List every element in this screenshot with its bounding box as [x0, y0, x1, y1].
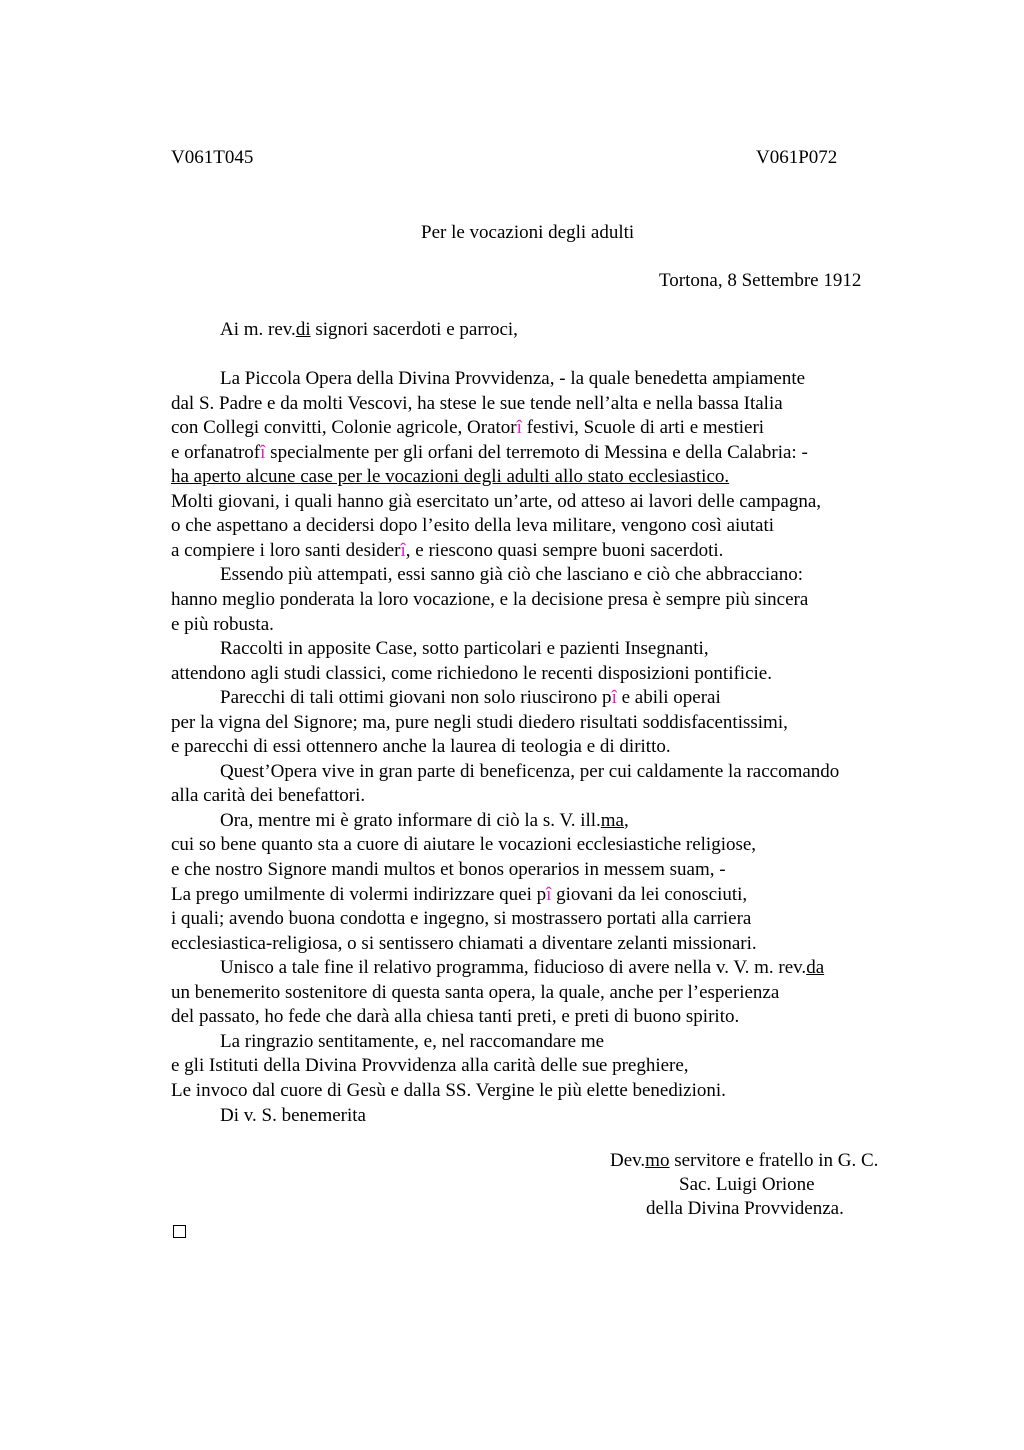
body-text: e che nostro Signore mandi multos et bonos operarios in messem suam, -: [171, 859, 726, 880]
salutation-post: signori sacerdoti e parroci,: [310, 319, 518, 340]
underlined-text: ha aperto alcune case per le vocazioni degli adulti allo stato ecclesiastico.: [171, 466, 730, 488]
body-line: [220, 563, 803, 588]
body-line: [171, 932, 757, 957]
body-text: ,: [624, 809, 629, 831]
body-text: cui so bene quanto sta a cuore di aiutare le vocazioni ecclesiastiche religiose,: [171, 834, 757, 856]
body-text: del passato, ho fede che darà alla chiesa tanti preti, e preti di buono spirito.: [171, 1006, 740, 1028]
body-text: o che aspettano a decidersi dopo l’esito della leva militare, vengono così aiutati: [171, 515, 775, 537]
signature-pre: Dev.: [610, 1150, 646, 1171]
body-text: specialmente per gli orfani del terremoto di Messina e della Calabria: -: [265, 441, 808, 463]
signature-post: servitore e fratello in G. C.: [669, 1150, 879, 1171]
body-line: [171, 416, 764, 441]
body-text: Parecchi di tali ottimi giovani non solo riuscirono p: [220, 687, 612, 709]
body-text: ecclesiastica-religiosa, o si sentissero chiamati a diventare zelanti missionari.: [171, 932, 757, 954]
body-line: [171, 392, 783, 417]
salutation: [220, 318, 518, 343]
highlighted-glyph: î: [611, 687, 617, 709]
body-line: [171, 1079, 726, 1104]
body-text: Molti giovani, i quali hanno già esercitato un’arte, od atteso ai lavori delle campagna,: [171, 490, 822, 512]
body-text: dal S. Padre e da molti Vescovi, ha stese le sue tende nell’alta e nella bassa Italia: [171, 392, 783, 414]
body-line: [171, 784, 365, 809]
body-text: La Piccola Opera della Divina Provvidenza, - la quale benedetta ampiamente: [220, 368, 806, 389]
body-line: [171, 833, 756, 858]
body-text: Quest’Opera vive in gran parte di beneficenza, per cui caldamente la raccomando: [220, 760, 840, 782]
empty-square-icon: [173, 1225, 186, 1238]
salutation-abbr: di: [295, 319, 311, 340]
body-line: [220, 1030, 604, 1055]
body-text: La ringrazio sentitamente, e, nel raccomandare me: [220, 1030, 605, 1052]
code-left: V061T045: [171, 147, 254, 168]
body-line: [220, 1104, 366, 1129]
body-line: [171, 858, 726, 883]
body-text: Unisco a tale fine il relativo programma, fiducioso di avere nella v. V. m. rev.: [220, 957, 807, 979]
body-text: per la vigna del Signore; ma, pure negli studi diedero risultati soddisfacentissimi,: [171, 711, 788, 733]
body-text: festivi, Scuole di arti e mestieri: [521, 417, 765, 439]
signature-abbr: mo: [645, 1150, 670, 1171]
body-line: [171, 588, 808, 613]
body-line: [171, 465, 729, 490]
body-text: giovani da lei conosciuti,: [551, 883, 748, 905]
body-text: Di v. S. benemerita: [220, 1104, 366, 1126]
body-line: [220, 686, 721, 711]
body-line: [171, 662, 772, 687]
body-text: Ora, mentre mi è grato informare di ciò la s. V. ill.: [220, 809, 601, 831]
body-text: e gli Istituti della Divina Provvidenza alla carità delle sue preghiere,: [171, 1055, 689, 1077]
body-line: [171, 711, 788, 736]
body-line: [220, 367, 805, 392]
underlined-text: da: [806, 957, 825, 979]
body-text: e abili operai: [616, 687, 721, 709]
body-line: [171, 981, 779, 1006]
document-title: Per le vocazioni degli adulti: [421, 222, 635, 243]
highlighted-glyph: î: [546, 883, 552, 905]
body-text: , e riescono quasi sempre buoni sacerdoti.: [405, 539, 724, 561]
body-text: e più robusta.: [171, 613, 274, 635]
body-line: [171, 490, 821, 515]
body-text: hanno meglio ponderata la loro vocazione, e la decisione presa è sempre più sincera: [171, 588, 809, 610]
body-line: [220, 809, 629, 834]
body-line: [171, 883, 747, 908]
body-line: [171, 1005, 739, 1030]
body-line: [171, 1054, 689, 1079]
code-right: V061P072: [756, 147, 838, 168]
highlighted-glyph: î: [400, 539, 406, 561]
body-text: e parecchi di essi ottennero anche la laurea di teologia e di diritto.: [171, 736, 671, 758]
place-date: Tortona, 8 Settembre 1912: [659, 270, 862, 291]
signature-name: Sac. Luigi Orione: [679, 1174, 815, 1195]
body-line: [171, 907, 751, 932]
body-line: [220, 637, 709, 662]
body-text: attendono agli studi classici, come richiedono le recenti disposizioni pontificie.: [171, 662, 772, 684]
body-text: i quali; avendo buona condotta e ingegno, si mostrassero portati alla carriera: [171, 908, 752, 930]
body-text: con Collegi convitti, Colonie agricole, Orator: [171, 417, 517, 439]
body-text: Le invoco dal cuore di Gesù e dalla SS. Vergine le più elette benedizioni.: [171, 1079, 726, 1101]
body-line: [171, 539, 723, 564]
body-text: alla carità dei benefattori.: [171, 785, 366, 807]
body-line: [171, 514, 774, 539]
body-text: a compiere i loro santi desider: [171, 539, 401, 561]
body-text: e orfanatrof: [171, 441, 261, 463]
body-line: [171, 441, 808, 466]
body-text: Raccolti in apposite Case, sotto particolari e pazienti Insegnanti,: [220, 638, 709, 660]
salutation-pre: Ai m. rev.: [220, 319, 296, 340]
body-text: Essendo più attempati, essi sanno già ciò che lasciano e ciò che abbracciano:: [220, 564, 803, 586]
body-line: [171, 735, 671, 760]
signature-line-3: della Divina Provvidenza.: [646, 1198, 844, 1219]
body-line: [220, 760, 839, 785]
signature-line-1: [610, 1149, 878, 1174]
highlighted-glyph: î: [260, 441, 266, 463]
body-line: [171, 613, 274, 638]
body-text: un benemerito sostenitore di questa santa opera, la quale, anche per l’esperienza: [171, 981, 780, 1003]
highlighted-glyph: î: [516, 417, 522, 439]
body-text: La prego umilmente di volermi indirizzare quei p: [171, 883, 547, 905]
underlined-text: ma: [600, 809, 624, 831]
body-line: [220, 956, 824, 981]
